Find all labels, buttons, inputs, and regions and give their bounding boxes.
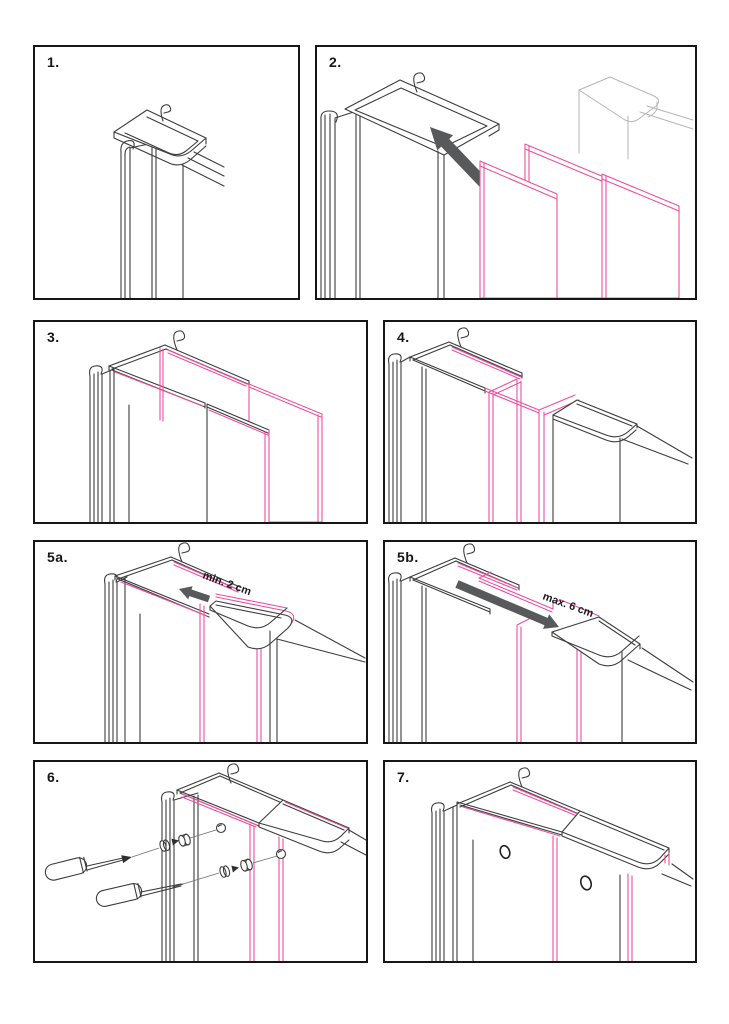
step-label-4: 4. (397, 329, 410, 345)
wall-section (270, 620, 365, 742)
step-2-illustration (317, 47, 695, 298)
wall-strip (182, 152, 224, 186)
step-panel-3 (33, 320, 368, 524)
wall-strip (341, 830, 366, 855)
step-label-5b: 5b. (397, 549, 419, 565)
step-panel-7 (383, 760, 697, 963)
frame-profile-post (162, 792, 198, 961)
wall-section (620, 864, 693, 961)
step-5a-illustration (35, 542, 366, 742)
step-panel-5b (383, 540, 697, 744)
screwdriver-upper (44, 855, 132, 882)
frame-profile-post (389, 573, 426, 742)
wall-section (622, 648, 693, 742)
max-distance-annotation: max. 6 cm (540, 590, 596, 621)
step-3-illustration (35, 322, 366, 522)
step-1-illustration (35, 47, 298, 298)
step-panel-4 (383, 320, 697, 524)
frame-channel (410, 342, 522, 393)
cover-cap (259, 800, 349, 853)
step-label-2: 2. (329, 54, 342, 70)
frame-hook-icon (179, 543, 190, 562)
extension-panels-pink (480, 144, 679, 298)
frame-channel (345, 80, 499, 298)
step-7-illustration (385, 762, 695, 961)
cover-cap-top (114, 110, 206, 165)
extension-panels-pink (115, 348, 322, 522)
cover-cap-inset (579, 77, 693, 159)
frame-hook-icon (458, 328, 469, 347)
step-label-6: 6. (47, 769, 60, 785)
step-6-illustration (35, 762, 366, 961)
step-panel-5a (33, 540, 368, 744)
screw-parts-upper (132, 824, 226, 858)
frame-profile-post (321, 110, 360, 298)
cover-cap (552, 617, 640, 666)
frame-channel (457, 782, 580, 835)
slide-direction-arrow (179, 586, 210, 602)
step-panel-6 (33, 760, 368, 963)
step-label-7: 7. (397, 769, 410, 785)
frame-hook-icon (174, 331, 185, 350)
mounting-holes (499, 844, 593, 891)
step-label-5a: 5a. (47, 549, 68, 565)
frame-profile-post (389, 354, 426, 522)
step-panel-2 (315, 45, 697, 300)
frame-profile-post (90, 366, 129, 522)
step-5b-illustration (385, 542, 695, 742)
step-label-1: 1. (47, 54, 60, 70)
frame-hook-icon (519, 768, 530, 787)
min-distance-annotation: min. 2 cm (200, 569, 253, 599)
step-4-illustration (385, 322, 695, 522)
frame-profile-post (432, 803, 473, 961)
frame-profile-post (105, 574, 140, 742)
step-panel-1 (33, 45, 300, 300)
frame-hook-icon (464, 544, 475, 563)
mounting-hole-left (499, 844, 512, 859)
step-label-3: 3. (47, 329, 60, 345)
cover-cap (562, 811, 669, 869)
mounting-hole-right (579, 875, 593, 891)
wall-strip (622, 426, 692, 464)
